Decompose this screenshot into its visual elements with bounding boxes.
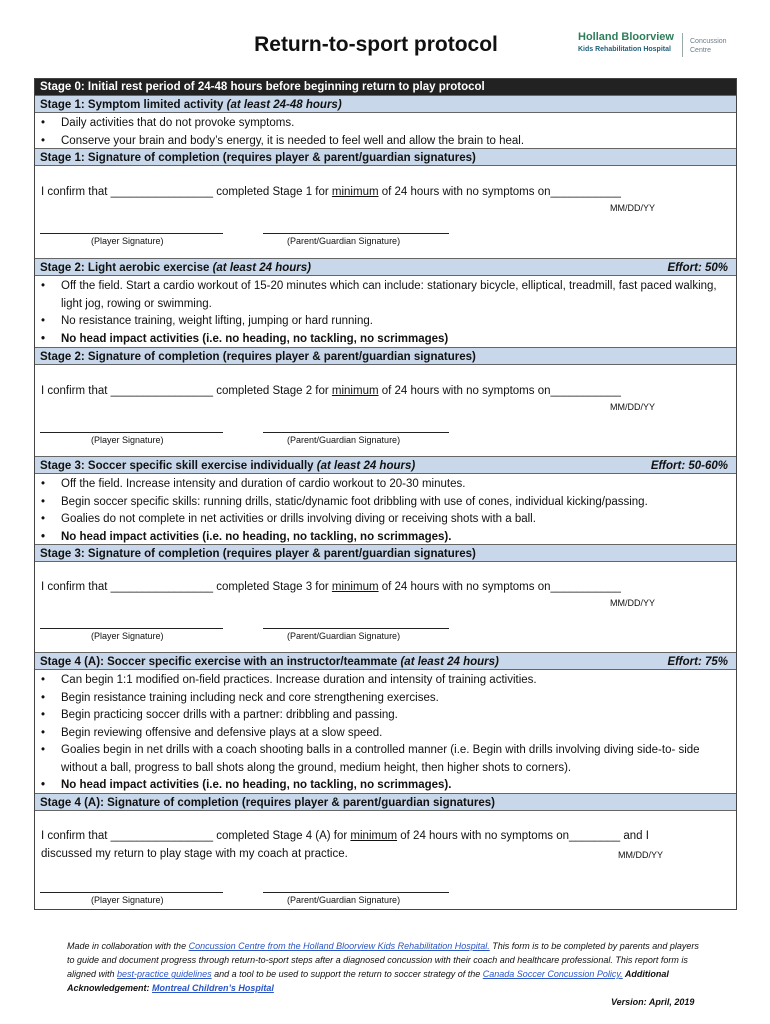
concussion-centre-link[interactable]: Concussion Centre from the Holland Bloorview Kids Rehabilitation Hospital. — [188, 941, 490, 951]
stage2-bullets — [35, 276, 736, 348]
stage0-header: Stage 0: Initial rest period of 24-48 hours before beginning return to play protocol — [35, 79, 736, 95]
date-label: MM/DD/YY — [610, 402, 655, 412]
stage3-confirm[interactable]: I confirm that ________________ completed Stage 3 for minimum of 24 hours with no symptoms on___________ — [41, 581, 621, 593]
player-signature-label: (Player Signature) — [91, 435, 164, 445]
parent-signature-label: (Parent/Guardian Signature) — [287, 631, 401, 641]
list-item: • Off the field. Increase intensity and duration of cardio workout to 20-30 minutes. — [61, 476, 730, 494]
list-item: • Off the field. Start a cardio workout of 15-20 minutes which can include: stationary bicycle, elliptical, treadmill, fast paced walking, light jog, rowing or swimming. — [61, 278, 730, 313]
stage4-bullets — [35, 670, 736, 795]
stage2-header: Stage 2: Light aerobic exercise (at least 24 hours) Effort: 50% — [35, 258, 736, 276]
player-signature-label: (Player Signature) — [91, 236, 164, 246]
player-signature-label: (Player Signature) — [91, 895, 164, 905]
player-signature-line[interactable] — [40, 432, 223, 433]
parent-signature-line[interactable] — [263, 628, 449, 629]
stage4-confirm[interactable]: I confirm that ________________ completed Stage 4 (A) for minimum of 24 hours with no symptoms on________ and I — [41, 830, 649, 842]
parent-signature-line[interactable] — [263, 892, 449, 893]
list-item: • Begin soccer specific skills: running drills, static/dynamic foot dribbling with use of cones, individual kicking/passing. — [61, 494, 730, 512]
list-item: • Goalies begin in net drills with a coach shooting balls in a controlled manner (i.e. Begin with drills involving diving side-to- side without a ball, progress to ball shots along the ground, medium height, then higher shots to corners). — [61, 742, 730, 777]
logo-sub: Kids Rehabilitation Hospital — [578, 46, 671, 53]
effort-label: Effort: 50-60% — [650, 460, 728, 472]
logo-divider — [682, 33, 683, 57]
holland-bloorview-logo — [578, 31, 748, 61]
stage1-signature-header: Stage 1: Signature of completion (requires player & parent/guardian signatures) — [35, 148, 736, 166]
effort-label: Effort: 75% — [667, 656, 728, 668]
page-title: Return-to-sport protocol — [254, 33, 498, 56]
footer-note: Made in collaboration with the Concussion Centre from the Holland Bloorview Kids Rehabilitation Hospital. This form is to be completed by parents and players to guide and document progress through return-to-sport steps after a diagnosed concussion with their coach and healthcare professional. This report form is aligned with best-practice guidelines and a tool to be used to support the return to soccer strategy of the Canada Soccer Concussion Policy. Additional Acknowledgement: Montreal Children’s Hospital — [67, 941, 699, 993]
list-item: • Conserve your brain and body’s energy, it is needed to feel well and allow the brain to heal. — [61, 133, 730, 151]
stage4-confirm-line2: discussed my return to play stage with my coach at practice. — [41, 848, 348, 860]
parent-signature-label: (Parent/Guardian Signature) — [287, 895, 401, 905]
player-signature-line[interactable] — [40, 892, 223, 893]
list-item: • Can begin 1:1 modified on-field practices. Increase duration and intensity of training activities. — [61, 672, 730, 690]
list-item: • Begin reviewing offensive and defensive plays at a slow speed. — [61, 725, 730, 743]
parent-signature-line[interactable] — [263, 432, 449, 433]
list-item: • Goalies do not complete in net activities or drills involving diving or receiving shots with a ball. — [61, 511, 730, 529]
stage2-confirm[interactable]: I confirm that ________________ completed Stage 2 for minimum of 24 hours with no symptoms on___________ — [41, 385, 621, 397]
guidelines-link[interactable]: best-practice guidelines — [117, 969, 212, 979]
stage3-header: Stage 3: Soccer specific skill exercise individually (at least 24 hours) Effort: 50-60% — [35, 456, 736, 474]
stage1-bullets — [35, 113, 736, 150]
list-item: • No resistance training, weight lifting, jumping or hard running. — [61, 313, 730, 331]
player-signature-label: (Player Signature) — [91, 631, 164, 641]
logo-centre: Concussion Centre — [690, 38, 727, 54]
list-item: • Daily activities that do not provoke symptoms. — [61, 115, 730, 133]
protocol-table — [34, 78, 737, 910]
policy-link[interactable]: Canada Soccer Concussion Policy. — [482, 969, 623, 979]
list-item: • No head impact activities (i.e. no heading, no tackling, no scrimmages) — [61, 331, 730, 349]
list-item: • No head impact activities (i.e. no heading, no tackling, no scrimmages). — [61, 529, 730, 547]
date-label: MM/DD/YY — [610, 598, 655, 608]
stage4-header: Stage 4 (A): Soccer specific exercise with an instructor/teammate (at least 24 hours) Effort: 75% — [35, 652, 736, 670]
montreal-link[interactable]: Montreal Children’s Hospital — [152, 983, 274, 993]
stage1-header: Stage 1: Symptom limited activity (at least 24-48 hours) — [35, 95, 736, 113]
parent-signature-label: (Parent/Guardian Signature) — [287, 435, 401, 445]
version-label: Version: April, 2019 — [611, 997, 695, 1007]
parent-signature-label: (Parent/Guardian Signature) — [287, 236, 401, 246]
parent-signature-line[interactable] — [263, 233, 449, 234]
effort-label: Effort: 50% — [667, 262, 728, 274]
logo-name: Holland Bloorview — [578, 31, 674, 43]
player-signature-line[interactable] — [40, 233, 223, 234]
list-item: • Begin resistance training including neck and core strengthening exercises. — [61, 690, 730, 708]
stage4-signature-header: Stage 4 (A): Signature of completion (requires player & parent/guardian signatures) — [35, 793, 736, 811]
stage2-signature-header: Stage 2: Signature of completion (requires player & parent/guardian signatures) — [35, 347, 736, 365]
date-label: MM/DD/YY — [618, 850, 663, 860]
list-item: • Begin practicing soccer drills with a partner: dribbling and passing. — [61, 707, 730, 725]
player-signature-line[interactable] — [40, 628, 223, 629]
stage3-bullets — [35, 474, 736, 546]
stage1-confirm[interactable]: I confirm that ________________ completed Stage 1 for minimum of 24 hours with no symptoms on___________ — [41, 186, 621, 198]
date-label: MM/DD/YY — [610, 203, 655, 213]
stage3-signature-header: Stage 3: Signature of completion (requires player & parent/guardian signatures) — [35, 544, 736, 562]
list-item: • No head impact activities (i.e. no heading, no tackling, no scrimmages). — [61, 777, 730, 795]
